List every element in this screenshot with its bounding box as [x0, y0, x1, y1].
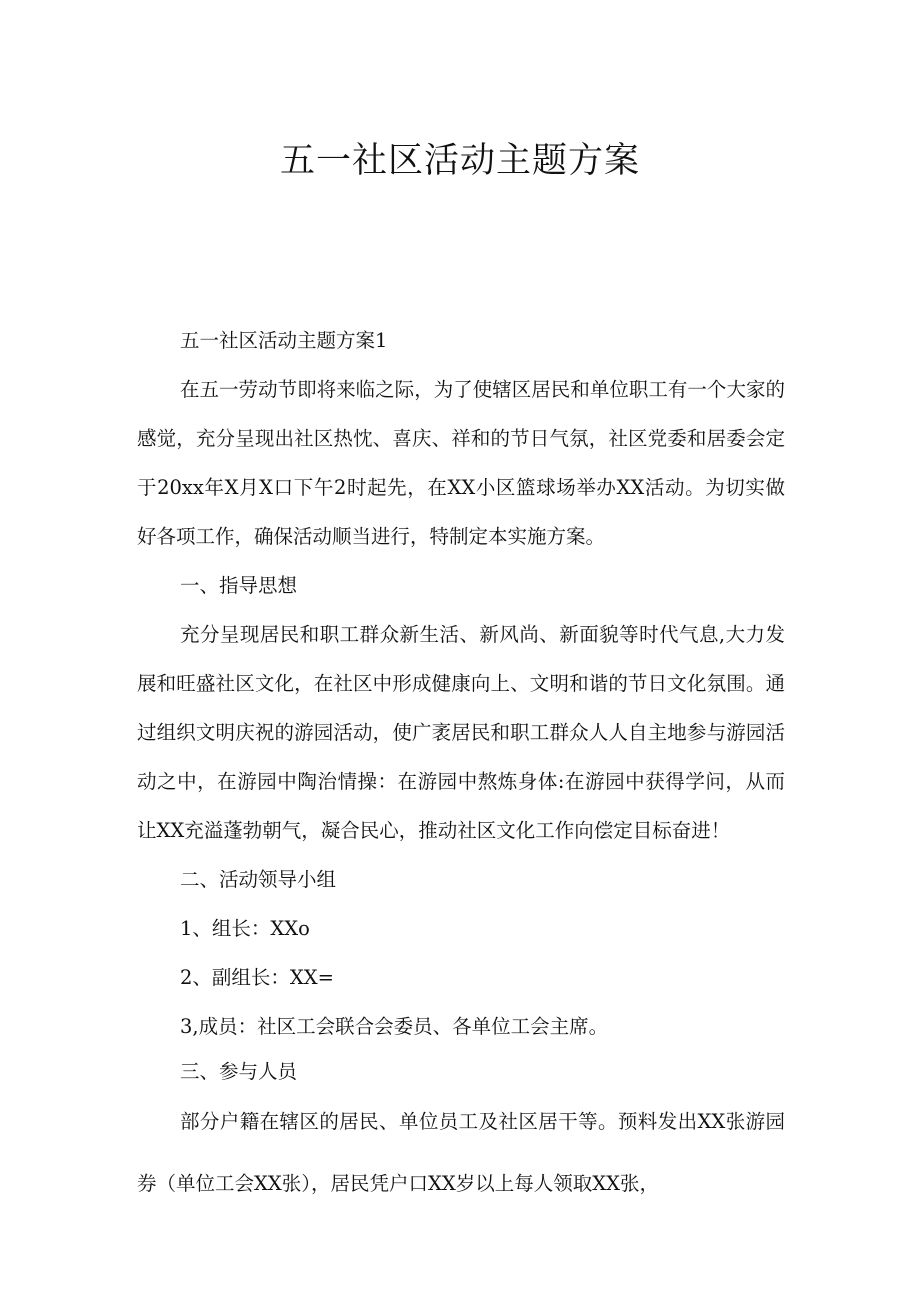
participants-paragraph: 部分户籍在辖区的居民、单位员工及社区居干等。预料发出XX张游园券（单位工会XX张），居民凭户口XX岁以上每人领取XX张， — [137, 1110, 785, 1195]
guiding-thought-paragraph: 充分呈现居民和职工群众新生活、新风尚、新面貌等时代气息,大力发展和旺盛社区文化，在社区中形成健康向上、文明和谐的节日文化氛围。通过组织文明庆祝的游园活动，使广袤居民和职工群众人人自主地参与游园活动之中，在游园中陶治情操：在游园中熬炼身体:在游园中获得学问，从而让XX充溢蓬勃朝气，凝合民心，推动社区文化工作向偿定目标奋进！ — [137, 623, 785, 842]
document-title: 五一社区活动主题方案 — [279, 141, 640, 181]
heading-guiding-thought: 一、指导思想 — [180, 574, 298, 597]
deputy-leader-item: 2、副组长：XX= — [180, 966, 335, 989]
heading-participants: 三、参与人员 — [180, 1060, 298, 1083]
intro-paragraph: 在五一劳动节即将来临之际，为了使辖区居民和单位职工有一个大家的感觉，充分呈现出社区热忱、喜庆、祥和的节日气氛，社区党委和居委会定于20xx年X月X口下午2时起先，在XX小区篮球场举办XX活动。为切实做好各项工作，确保活动顺当进行，特制定本实施方案。 — [137, 378, 785, 548]
members-item: 3,成员：社区工会联合会委员、各单位工会主席。 — [180, 1015, 609, 1038]
section-title: 五一社区活动主题方案1 — [180, 329, 388, 352]
group-leader-item: 1、组长：XXo — [180, 917, 310, 940]
document-body — [137, 316, 785, 1215]
heading-leadership-group: 二、活动领导小组 — [180, 868, 337, 891]
